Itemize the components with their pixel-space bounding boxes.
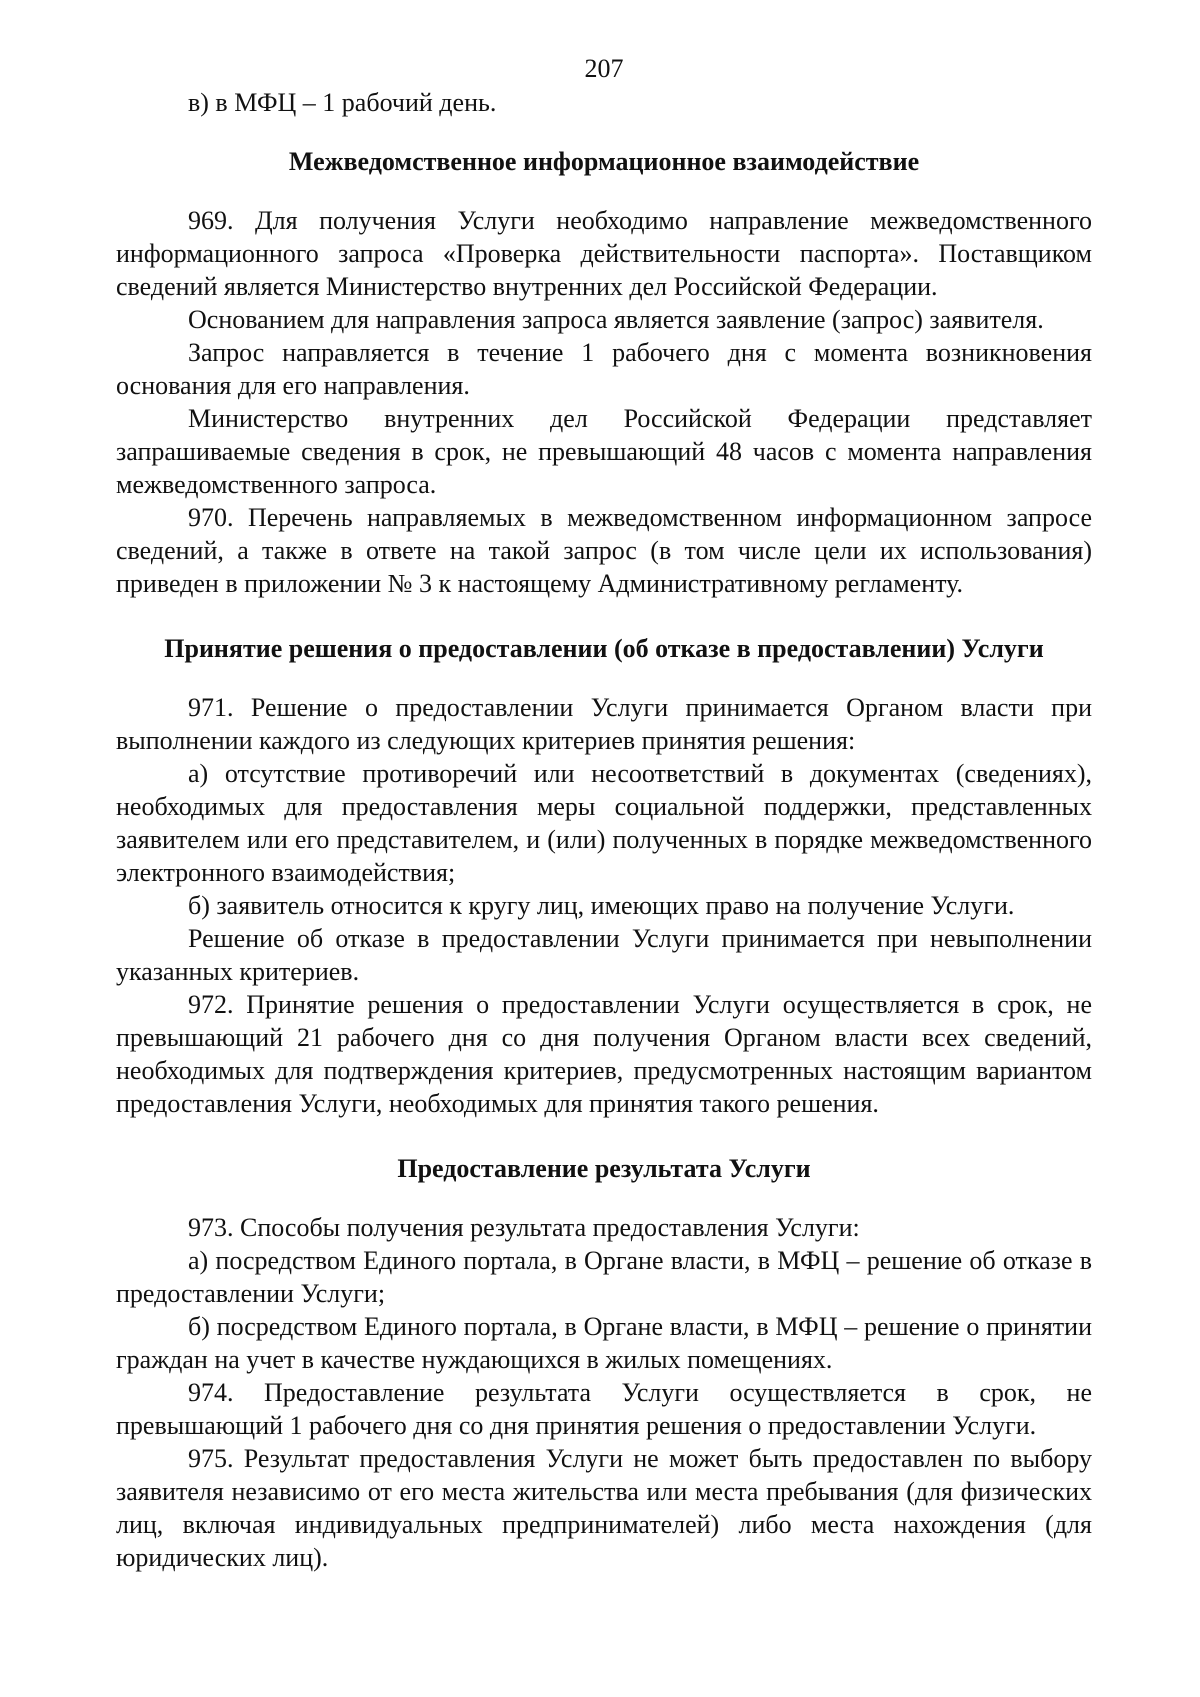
paragraph: а) посредством Единого портала, в Органе власти, в МФЦ – решение об отказе в предоставлении Услуги; — [116, 1246, 1092, 1308]
section-heading: Принятие решения о предоставлении (об отказе в предоставлении) Услуги — [164, 634, 1044, 663]
paragraph: в) в МФЦ – 1 рабочий день. — [188, 88, 497, 117]
section-heading: Предоставление результата Услуги — [397, 1154, 811, 1183]
paragraph: 973. Способы получения результата предоставления Услуги: — [188, 1213, 860, 1242]
paragraph: 970. Перечень направляемых в межведомственном информационном запросе сведений, а также в ответе на такой запрос (в том числе цели их использования) приведен в приложении № 3 к настоящему Административному регламенту. — [116, 503, 1092, 598]
paragraph: Основанием для направления запроса является заявление (запрос) заявителя. — [188, 305, 1044, 334]
section-heading: Межведомственное информационное взаимодействие — [288, 147, 920, 176]
paragraph: б) заявитель относится к кругу лиц, имеющих право на получение Услуги. — [188, 891, 1015, 920]
paragraph: 975. Результат предоставления Услуги не может быть предоставлен по выбору заявителя независимо от его места жительства или места пребывания (для физических лиц, включая индивидуальных предпринимателей) либо места нахождения (для юридических лиц). — [116, 1444, 1092, 1572]
paragraph: Решение об отказе в предоставлении Услуги принимается при невыполнении указанных критериев. — [116, 924, 1092, 986]
paragraph: а) отсутствие противоречий или несоответствий в документах (сведениях), необходимых для предоставления меры социальной поддержки, представленных заявителем или его представителем, и (или) полученных в порядке межведомственного электронного взаимодействия; — [116, 759, 1092, 887]
paragraph: 972. Принятие решения о предоставлении Услуги осуществляется в срок, не превышающий 21 рабочего дня со дня получения Органом власти всех сведений, необходимых для подтверждения критериев, предусмотренных настоящим вариантом предоставления Услуги, необходимых для принятия такого решения. — [116, 990, 1092, 1118]
paragraph: 969. Для получения Услуги необходимо направление межведомственного информационного запроса «Проверка действительности паспорта». Поставщиком сведений является Министерство внутренних дел Российской Федерации. — [116, 206, 1092, 301]
paragraph: 974. Предоставление результата Услуги осуществляется в срок, не превышающий 1 рабочего дня со дня принятия решения о предоставлении Услуги. — [116, 1378, 1092, 1440]
paragraph: б) посредством Единого портала, в Органе власти, в МФЦ – решение о принятии граждан на учет в качестве нуждающихся в жилых помещениях. — [116, 1312, 1092, 1374]
paragraph: 971. Решение о предоставлении Услуги принимается Органом власти при выполнении каждого из следующих критериев принятия решения: — [116, 693, 1092, 755]
page-number: 207 — [584, 54, 624, 83]
paragraph: Министерство внутренних дел Российской Федерации представляет запрашиваемые сведения в срок, не превышающий 48 часов с момента направления межведомственного запроса. — [116, 404, 1092, 499]
paragraph: Запрос направляется в течение 1 рабочего дня с момента возникновения основания для его направления. — [116, 338, 1092, 400]
